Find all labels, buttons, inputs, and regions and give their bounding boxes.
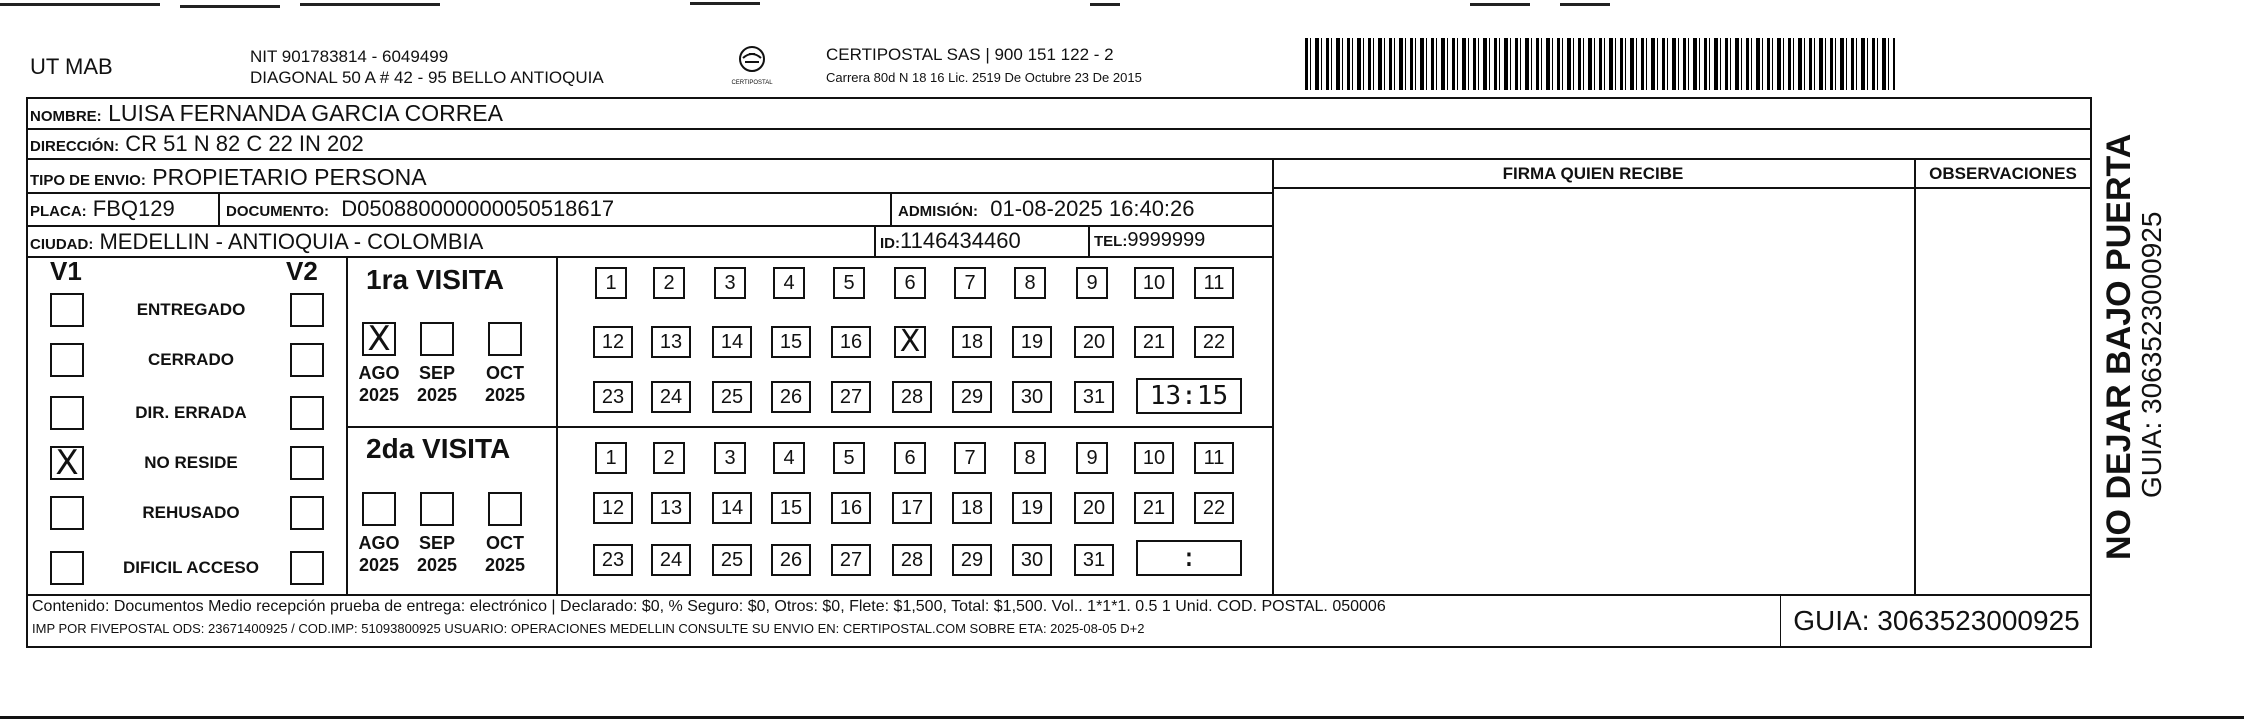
visit1-day-27[interactable]: 27 — [831, 381, 871, 413]
visit1-day-11[interactable]: 11 — [1194, 267, 1234, 299]
month-year: 2025 — [484, 555, 526, 575]
visit1-day-22[interactable]: 22 — [1194, 326, 1234, 358]
ciudad-label: CIUDAD: — [30, 236, 94, 253]
status-v2-checkbox[interactable] — [290, 446, 324, 480]
sender-nit: NIT 901783814 - 6049499 — [250, 47, 449, 66]
certipostal-logo — [722, 44, 782, 88]
visit2-month-checkbox[interactable] — [362, 492, 396, 526]
admision-label: ADMISIÓN: — [898, 203, 978, 220]
month-year: 2025 — [358, 385, 400, 405]
bottom-edge-line — [0, 716, 2244, 719]
visit1-day-30[interactable]: 30 — [1012, 381, 1052, 413]
visit1-day-18[interactable]: 18 — [952, 326, 992, 358]
status-v2-checkbox[interactable] — [290, 496, 324, 530]
field-ciudad — [30, 229, 483, 255]
status-label: DIFICIL ACCESO — [122, 558, 259, 577]
observaciones-header: OBSERVACIONES — [1929, 164, 2077, 183]
visit2-day-10[interactable]: 10 — [1134, 442, 1174, 474]
status-v1-checkbox[interactable] — [50, 396, 84, 430]
nombre-label: NOMBRE: — [30, 108, 102, 125]
visit2-day-2[interactable]: 2 — [653, 442, 685, 474]
status-v2-checkbox[interactable] — [290, 343, 324, 377]
visit1-day-20[interactable]: 20 — [1074, 326, 1114, 358]
visit1-time[interactable]: 13:15 — [1136, 378, 1242, 414]
footer-print-info: IMP POR FIVEPOSTAL ODS: 23671400925 / COD.IMP: 51093800925 USUARIO: OPERACIONES MEDELLIN CONSULTE SU ENVIO EN: CERTIPOSTAL.COM SOBRE ETA: 2025-08-05 D+2 — [32, 621, 1145, 636]
visit2-day-22[interactable]: 22 — [1194, 492, 1234, 524]
visit1-day-3[interactable]: 3 — [714, 267, 746, 299]
field-placa — [30, 196, 175, 222]
month-name: OCT — [486, 533, 524, 553]
status-v1-checkbox[interactable] — [50, 496, 84, 530]
logo-emblem-icon — [737, 44, 767, 74]
top-edge-line — [0, 0, 2244, 10]
logo-text: CERTIPOSTAL — [731, 80, 773, 86]
field-direccion — [30, 131, 364, 157]
nombre-value: LUISA FERNANDA GARCIA CORREA — [108, 100, 503, 126]
footer-content: Contenido: Documentos Medio recepción prueba de entrega: electrónico | Declarado: $0, % Seguro: $0, Otros: $0, Flete: $1,500, Total: $1,500. Vol.. 1*1*1. 0.5 1 Unid. COD. POSTAL. 050006 — [32, 598, 1386, 615]
guia-number: GUIA: 3063523000925 — [1780, 596, 2092, 646]
visit1-month-checkbox[interactable] — [420, 322, 454, 356]
visit2-month-label — [475, 532, 535, 576]
field-nombre — [30, 100, 503, 127]
status-label: DIR. ERRADA — [135, 403, 247, 422]
visit2-day-7[interactable]: 7 — [954, 442, 986, 474]
visit1-day-8[interactable]: 8 — [1014, 267, 1046, 299]
visit1-month-label — [407, 362, 467, 406]
status-label: CERRADO — [148, 350, 234, 369]
visit2-day-1[interactable]: 1 — [595, 442, 627, 474]
visit2-month-label — [407, 532, 467, 576]
visit1-month-checkbox[interactable] — [488, 322, 522, 356]
visit2-day-11[interactable]: 11 — [1194, 442, 1234, 474]
visit2-day-31[interactable]: 31 — [1074, 544, 1114, 576]
visit1-day-15[interactable]: 15 — [771, 326, 811, 358]
month-name: OCT — [486, 363, 524, 383]
field-id — [880, 228, 1021, 254]
visit2-day-30[interactable]: 30 — [1012, 544, 1052, 576]
visit1-day-21[interactable]: 21 — [1134, 326, 1174, 358]
visit2-day-21[interactable]: 21 — [1134, 492, 1174, 524]
status-label: ENTREGADO — [136, 300, 246, 319]
visit2-day-23[interactable]: 23 — [593, 544, 633, 576]
tel-value: 9999999 — [1127, 229, 1206, 251]
placa-label: PLACA: — [30, 203, 87, 220]
visit1-day-31[interactable]: 31 — [1074, 381, 1114, 413]
visit2-day-6[interactable]: 6 — [894, 442, 926, 474]
visit2-day-29[interactable]: 29 — [952, 544, 992, 576]
month-year: 2025 — [484, 385, 526, 405]
firma-header: FIRMA QUIEN RECIBE — [1502, 164, 1684, 183]
visit1-day-13[interactable]: 13 — [651, 326, 691, 358]
visit2-day-12[interactable]: 12 — [593, 492, 633, 524]
field-admision — [898, 196, 1195, 222]
status-label: REHUSADO — [142, 503, 240, 522]
status-v2-checkbox[interactable] — [290, 551, 324, 585]
visit2-day-27[interactable]: 27 — [831, 544, 871, 576]
visit2-day-14[interactable]: 14 — [712, 492, 752, 524]
tel-label: TEL: — [1094, 233, 1128, 250]
status-v1-checkbox[interactable]: X — [50, 446, 84, 480]
visit2-day-24[interactable]: 24 — [651, 544, 691, 576]
visit1-month-label — [475, 362, 535, 406]
visit1-day-19[interactable]: 19 — [1012, 326, 1052, 358]
visit1-day-1[interactable]: 1 — [595, 267, 627, 299]
direccion-value: CR 51 N 82 C 22 IN 202 — [125, 131, 364, 156]
visit1-day-29[interactable]: 29 — [952, 381, 992, 413]
visit2-day-17[interactable]: 17 — [892, 492, 932, 524]
visit1-day-9[interactable]: 9 — [1076, 267, 1108, 299]
visit1-day-17[interactable]: X — [894, 326, 926, 358]
placa-value: FBQ129 — [92, 196, 175, 221]
side-warning: NO DEJAR BAJO PUERTA — [2100, 133, 2138, 560]
v2-header: V2 — [286, 256, 318, 286]
id-label: ID: — [880, 235, 900, 252]
side-guia: GUIA: 3063523000925 — [2136, 211, 2167, 498]
status-v1-checkbox[interactable] — [50, 343, 84, 377]
visit1-day-23[interactable]: 23 — [593, 381, 633, 413]
visit1-month-checkbox[interactable]: X — [362, 322, 396, 356]
visit1-day-10[interactable]: 10 — [1134, 267, 1174, 299]
visit1-day-24[interactable]: 24 — [651, 381, 691, 413]
visit2-title: 2da VISITA — [366, 433, 511, 464]
month-name: AGO — [358, 533, 400, 553]
visit2-month-checkbox[interactable] — [488, 492, 522, 526]
status-v2-checkbox[interactable] — [290, 293, 324, 327]
visit2-day-26[interactable]: 26 — [771, 544, 811, 576]
visit1-day-16[interactable]: 16 — [831, 326, 871, 358]
visit2-day-18[interactable]: 18 — [952, 492, 992, 524]
visit2-day-19[interactable]: 19 — [1012, 492, 1052, 524]
field-tipo-envio — [30, 164, 427, 191]
visit1-title: 1ra VISITA — [366, 264, 504, 295]
visit1-day-26[interactable]: 26 — [771, 381, 811, 413]
visit2-day-15[interactable]: 15 — [771, 492, 811, 524]
field-documento — [226, 196, 614, 222]
documento-label: DOCUMENTO: — [226, 203, 330, 220]
tipo-value: PROPIETARIO PERSONA — [152, 164, 427, 190]
month-year: 2025 — [416, 385, 458, 405]
ciudad-value: MEDELLIN - ANTIOQUIA - COLOMBIA — [99, 229, 484, 254]
barcode — [1305, 38, 1895, 90]
visit1-day-12[interactable]: 12 — [593, 326, 633, 358]
direccion-label: DIRECCIÓN: — [30, 138, 120, 155]
sender-name: UT MAB — [30, 54, 113, 79]
month-year: 2025 — [358, 555, 400, 575]
month-name: SEP — [418, 363, 456, 383]
month-name: SEP — [418, 533, 456, 553]
v1-header: V1 — [50, 256, 82, 286]
visit2-day-20[interactable]: 20 — [1074, 492, 1114, 524]
visit2-day-25[interactable]: 25 — [712, 544, 752, 576]
visit2-day-4[interactable]: 4 — [773, 442, 805, 474]
status-label: NO RESIDE — [144, 453, 238, 472]
sender-address: DIAGONAL 50 A # 42 - 95 BELLO ANTIOQUIA — [250, 68, 604, 87]
visit2-day-28[interactable]: 28 — [892, 544, 932, 576]
admision-value: 01-08-2025 16:40:26 — [990, 196, 1195, 221]
visit1-day-7[interactable]: 7 — [954, 267, 986, 299]
visit2-time[interactable]: : — [1136, 540, 1242, 576]
visit1-day-28[interactable]: 28 — [892, 381, 932, 413]
visit2-month-label — [349, 532, 409, 576]
month-name: AGO — [358, 363, 400, 383]
company-name: CERTIPOSTAL SAS | 900 151 122 - 2 — [826, 45, 1114, 64]
documento-value: D050880000000050518617 — [341, 196, 615, 221]
visit2-day-9[interactable]: 9 — [1076, 442, 1108, 474]
visit2-month-checkbox[interactable] — [420, 492, 454, 526]
status-v1-checkbox[interactable] — [50, 293, 84, 327]
field-tel — [1094, 229, 1205, 252]
visit1-day-4[interactable]: 4 — [773, 267, 805, 299]
tipo-label: TIPO DE ENVIO: — [30, 172, 146, 189]
status-v2-checkbox[interactable] — [290, 396, 324, 430]
visit1-day-14[interactable]: 14 — [712, 326, 752, 358]
visit1-day-25[interactable]: 25 — [712, 381, 752, 413]
visit1-month-label — [349, 362, 409, 406]
visit2-day-8[interactable]: 8 — [1014, 442, 1046, 474]
visit1-day-6[interactable]: 6 — [894, 267, 926, 299]
id-value: 1146434460 — [900, 228, 1021, 253]
visit2-day-5[interactable]: 5 — [833, 442, 865, 474]
visit1-day-5[interactable]: 5 — [833, 267, 865, 299]
visit1-day-2[interactable]: 2 — [653, 267, 685, 299]
visit2-day-16[interactable]: 16 — [831, 492, 871, 524]
status-v1-checkbox[interactable] — [50, 551, 84, 585]
company-license: Carrera 80d N 18 16 Lic. 2519 De Octubre 23 De 2015 — [826, 70, 1142, 85]
month-year: 2025 — [416, 555, 458, 575]
visit2-day-13[interactable]: 13 — [651, 492, 691, 524]
visit2-day-3[interactable]: 3 — [714, 442, 746, 474]
